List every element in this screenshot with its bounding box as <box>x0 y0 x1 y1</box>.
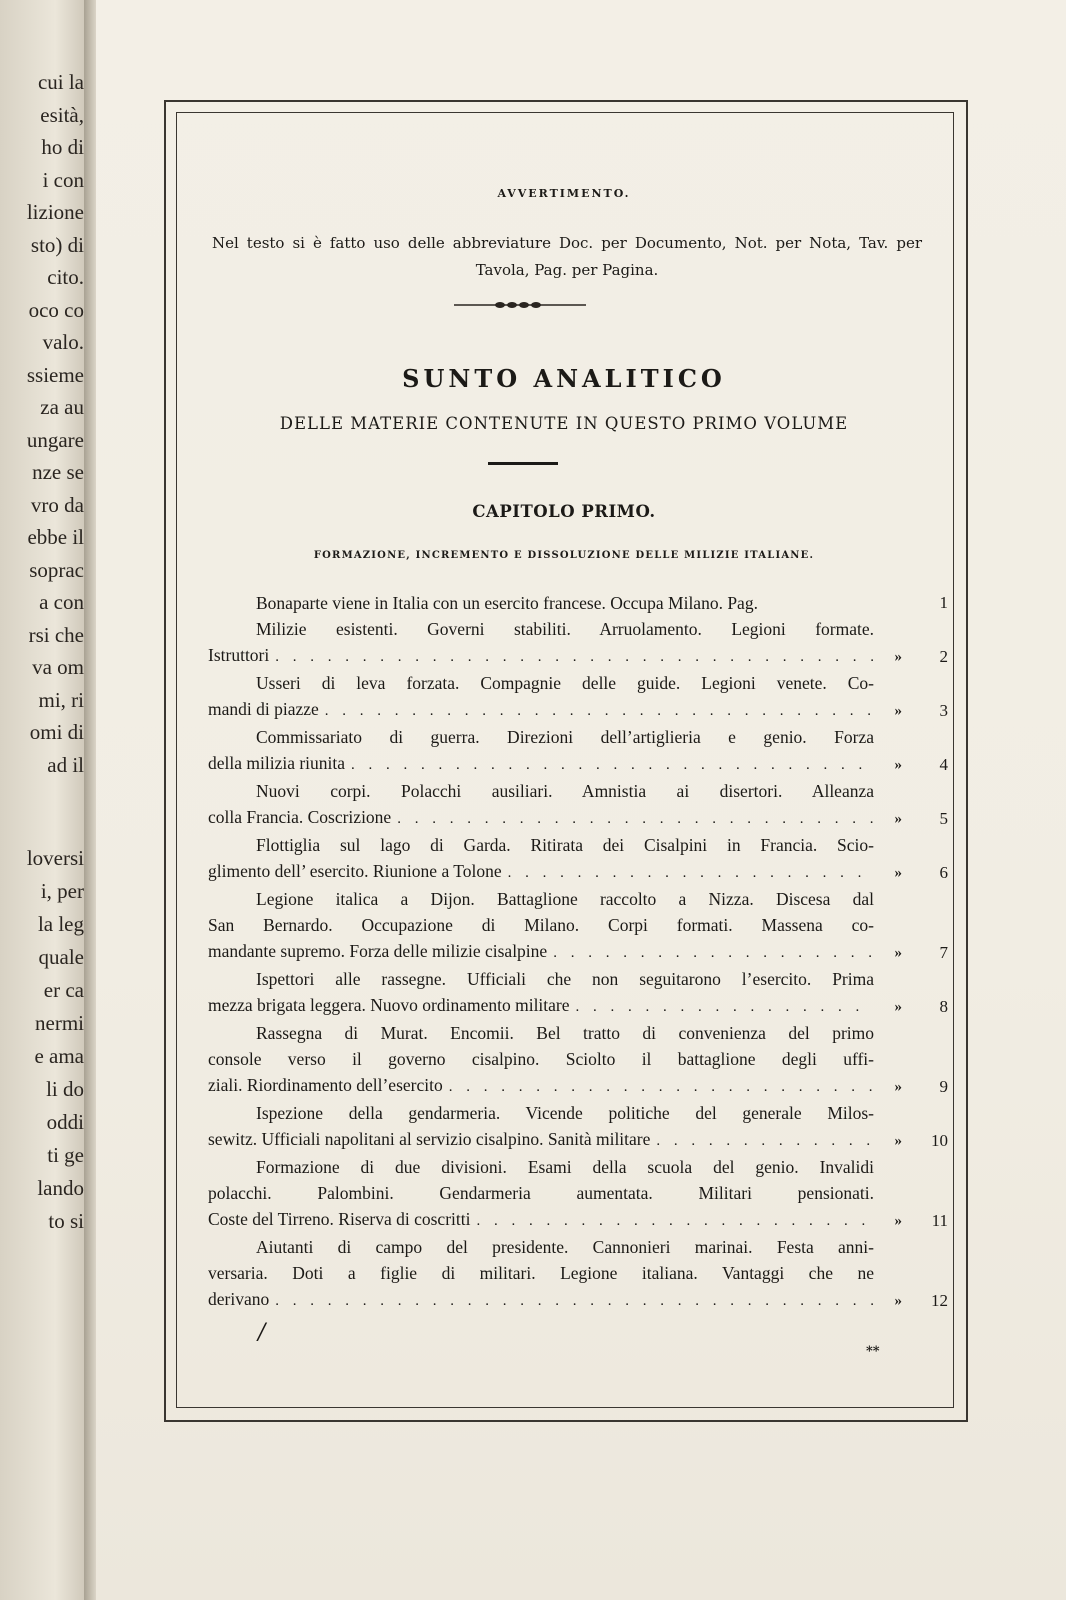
left-page-text-fragment: cito. <box>47 265 84 289</box>
toc-entry-last-line <box>208 750 874 778</box>
toc-entry-last-line <box>208 1206 874 1234</box>
left-page-text-fragment: ti ge <box>47 1143 84 1167</box>
left-page-text-fragment: cui la <box>37 70 84 94</box>
toc-entry-line: Milizie esistenti. Governi stabiliti. Arruolamento. Legioni formate. <box>256 619 874 639</box>
leader-dots <box>656 1128 874 1154</box>
toc-entry-text: Istruttori <box>208 645 270 665</box>
toc-entry-text: mezza brigata leggera. Nuovo ordinamento militare <box>208 995 570 1015</box>
page-subtitle: DELLE MATERIE CONTENUTE IN QUESTO PRIMO VOLUME <box>279 414 849 433</box>
toc-page-number: 2 <box>939 647 948 666</box>
toc-entry-text: glimento dell’ esercito. Riunione a Tolone <box>208 861 502 881</box>
toc-page-number: 8 <box>939 997 948 1016</box>
toc-entry <box>176 778 952 832</box>
chapter-subtitle: FORMAZIONE, INCREMENTO E DISSOLUZIONE DELLE MILIZIE ITALIANE. <box>313 550 815 561</box>
toc-entry <box>176 1100 952 1154</box>
chapter-title: CAPITOLO PRIMO. <box>472 502 656 521</box>
ditto-mark: » <box>894 757 902 773</box>
left-page-text-fragment: valo. <box>42 330 84 354</box>
ditto-mark: » <box>894 945 902 961</box>
pencil-mark: / <box>258 1320 266 1345</box>
toc-page-number: 10 <box>931 1131 948 1150</box>
toc-entry-line: console verso il governo cisalpino. Sciolto il battaglione degli uffi- <box>208 1049 874 1069</box>
left-page-text-fragment: li do <box>46 1077 84 1101</box>
toc-entry-text: derivano <box>208 1289 270 1309</box>
left-page-text-fragment: quale <box>38 945 84 969</box>
toc-page-number: 5 <box>939 809 948 828</box>
toc-entry <box>176 1020 952 1100</box>
toc-entry-text: sewitz. Ufficiali napolitani al servizio cisalpino. Sanità militare <box>208 1129 651 1149</box>
ditto-mark: » <box>894 999 902 1015</box>
leader-dots <box>553 940 874 966</box>
toc-entry-line: polacchi. Palombini. Gendarmeria aumentata. Militari pensionati. <box>208 1183 874 1203</box>
left-page-text-fragment: esità, <box>40 102 84 127</box>
left-page-text-fragment: a con <box>39 590 84 614</box>
left-page-text-fragment: lizione <box>26 200 84 224</box>
left-page-text-fragment: za au <box>40 395 84 419</box>
toc-entry <box>176 670 952 724</box>
toc-entry <box>176 724 952 778</box>
leader-dots <box>325 698 874 724</box>
toc-page-number: 1 <box>939 593 948 612</box>
ditto-mark: » <box>894 1133 902 1149</box>
toc-entry-last-line <box>208 1072 874 1100</box>
toc-entry-last-line <box>208 804 874 832</box>
ornament-divider <box>454 300 586 310</box>
toc-entry-last-line <box>208 858 874 886</box>
ditto-mark: » <box>894 1079 902 1095</box>
ditto-mark: » <box>894 811 902 827</box>
toc-entry-text: mandante supremo. Forza delle milizie cisalpine <box>208 941 548 961</box>
toc-entry-line: Commissariato di guerra. Direzioni dell’artiglieria e genio. Forza <box>256 727 874 747</box>
left-page-text-fragment: sto) di <box>30 232 84 257</box>
ditto-mark: » <box>894 865 902 881</box>
leader-dots <box>275 1288 874 1314</box>
toc-entry-line: Nuovi corpi. Polacchi ausiliari. Amnistia ai disertori. Alleanza <box>256 781 874 801</box>
left-page-text-fragment: nze se <box>32 460 84 484</box>
leader-dots <box>508 860 874 886</box>
ditto-mark: » <box>894 703 902 719</box>
toc-page-number: 11 <box>931 1211 948 1230</box>
toc-entry-line: Bonaparte viene in Italia con un esercito francese. Occupa Milano. Pag. <box>256 593 758 613</box>
toc-page-number: 3 <box>939 701 948 720</box>
left-facing-page <box>0 0 92 1600</box>
toc-entry-line: Formazione di due divisioni. Esami della scuola del genio. Invalidi <box>256 1157 874 1177</box>
left-page-text-fragment: e ama <box>34 1044 84 1068</box>
toc-entry <box>176 886 952 966</box>
ditto-mark: » <box>894 1213 902 1229</box>
book-page <box>96 0 1066 1600</box>
toc-entry-line: Ispezione della gendarmeria. Vicende politiche del generale Milos- <box>256 1103 874 1123</box>
left-page-text-fragment: soprac <box>29 557 84 582</box>
toc-entry <box>176 1234 952 1314</box>
toc-entry-last-line <box>208 1286 874 1314</box>
leader-dots <box>351 752 874 778</box>
left-page-text-fragment: ebbe il <box>27 525 84 549</box>
toc-page-number: 12 <box>931 1291 948 1310</box>
signature-mark: ** <box>866 1344 880 1359</box>
leader-dots <box>476 1208 874 1234</box>
toc-entry-text: Coste del Tirreno. Riserva di coscritti <box>208 1209 471 1229</box>
left-page-text-fragment: vro da <box>30 492 84 517</box>
left-page-text-fragment: la leg <box>37 912 84 936</box>
leader-dots <box>576 994 874 1020</box>
toc-page-number: 9 <box>939 1077 948 1096</box>
toc-entry-line: Legione italica a Dijon. Battaglione raccolto a Nizza. Discesa dal <box>256 889 874 909</box>
left-page-text-fragment: rsi che <box>28 622 84 647</box>
avvertimento-text: Nel testo si è fatto uso delle abbreviature Doc. per Documento, Not. per Nota, Tav. per Tavola, Pag. per Pagina. <box>212 234 922 279</box>
left-page-text-fragment: oddi <box>46 1110 84 1134</box>
left-page-text-fragment: va om <box>32 655 84 679</box>
toc-entry-line: Aiutanti di campo del presidente. Cannonieri marinai. Festa anni- <box>256 1237 874 1257</box>
toc-page-number: 7 <box>939 943 948 962</box>
ditto-mark: » <box>894 1293 902 1309</box>
left-page-text-fragment: mi, ri <box>38 687 84 712</box>
page-title: SUNTO ANALITICO <box>402 364 726 393</box>
left-page-text-fragment: er ca <box>43 978 84 1002</box>
toc-entry-text: colla Francia. Coscrizione <box>208 807 392 827</box>
toc-entry-line: San Bernardo. Occupazione di Milano. Corpi formati. Massena co- <box>208 915 874 935</box>
toc-entry <box>176 590 952 616</box>
toc-entry-text: della milizia riunita <box>208 753 346 773</box>
toc-entry-line: Flottiglia sul lago di Garda. Ritirata dei Cisalpini in Francia. Scio- <box>256 835 874 855</box>
toc-entry <box>176 966 952 1020</box>
toc-entry-text: mandi di piazze <box>208 699 319 719</box>
title-rule <box>488 462 558 465</box>
toc-entry-line: versaria. Doti a figlie di militari. Legione italiana. Vantaggi che ne <box>208 1263 874 1283</box>
leader-dots <box>397 806 874 832</box>
toc-entry-last-line <box>208 1126 874 1154</box>
left-page-text-fragment: ho di <box>41 135 84 159</box>
left-page-text-fragment: oco co <box>28 297 84 322</box>
left-page-text-fragment: loversi <box>26 846 84 870</box>
toc-entry-line: Rassegna di Murat. Encomii. Bel tratto di convenienza del primo <box>256 1023 874 1043</box>
toc-entry-last-line <box>208 642 874 670</box>
toc-entry <box>176 1154 952 1234</box>
left-page-text-fragment: ungare <box>26 427 84 452</box>
leader-dots <box>275 644 874 670</box>
toc-entry <box>176 832 952 886</box>
toc-entry-last-line <box>208 696 874 724</box>
toc-entry-line: Usseri di leva forzata. Compagnie delle guide. Legioni venete. Co- <box>256 673 874 693</box>
left-page-text-fragment: lando <box>37 1176 84 1200</box>
toc-page-number: 6 <box>939 863 948 882</box>
toc-entries <box>176 590 952 1314</box>
toc-entry-last-line <box>208 938 874 966</box>
toc-entry-text: ziali. Riordinamento dell’esercito <box>208 1075 443 1095</box>
toc-page-number: 4 <box>939 755 948 774</box>
left-page-text-fragment: to si <box>48 1209 84 1233</box>
leader-dots <box>449 1074 874 1100</box>
toc-entry <box>176 616 952 670</box>
left-page-text-fragment: ssieme <box>26 362 84 387</box>
left-page-text-fragment: i, per <box>40 879 84 903</box>
left-page-text-fragment: omi di <box>29 720 84 744</box>
toc-entry-last-line <box>208 992 874 1020</box>
ditto-mark: » <box>894 649 902 665</box>
avvertimento-title: AVVERTIMENTO. <box>497 187 631 200</box>
toc-entry-line: Ispettori alle rassegne. Ufficiali che non seguitarono l’esercito. Prima <box>256 969 874 989</box>
left-page-text-fragment: nermi <box>35 1011 84 1035</box>
left-page-text-fragment: ad il <box>47 752 84 777</box>
left-page-text-fragment: i con <box>42 167 84 192</box>
